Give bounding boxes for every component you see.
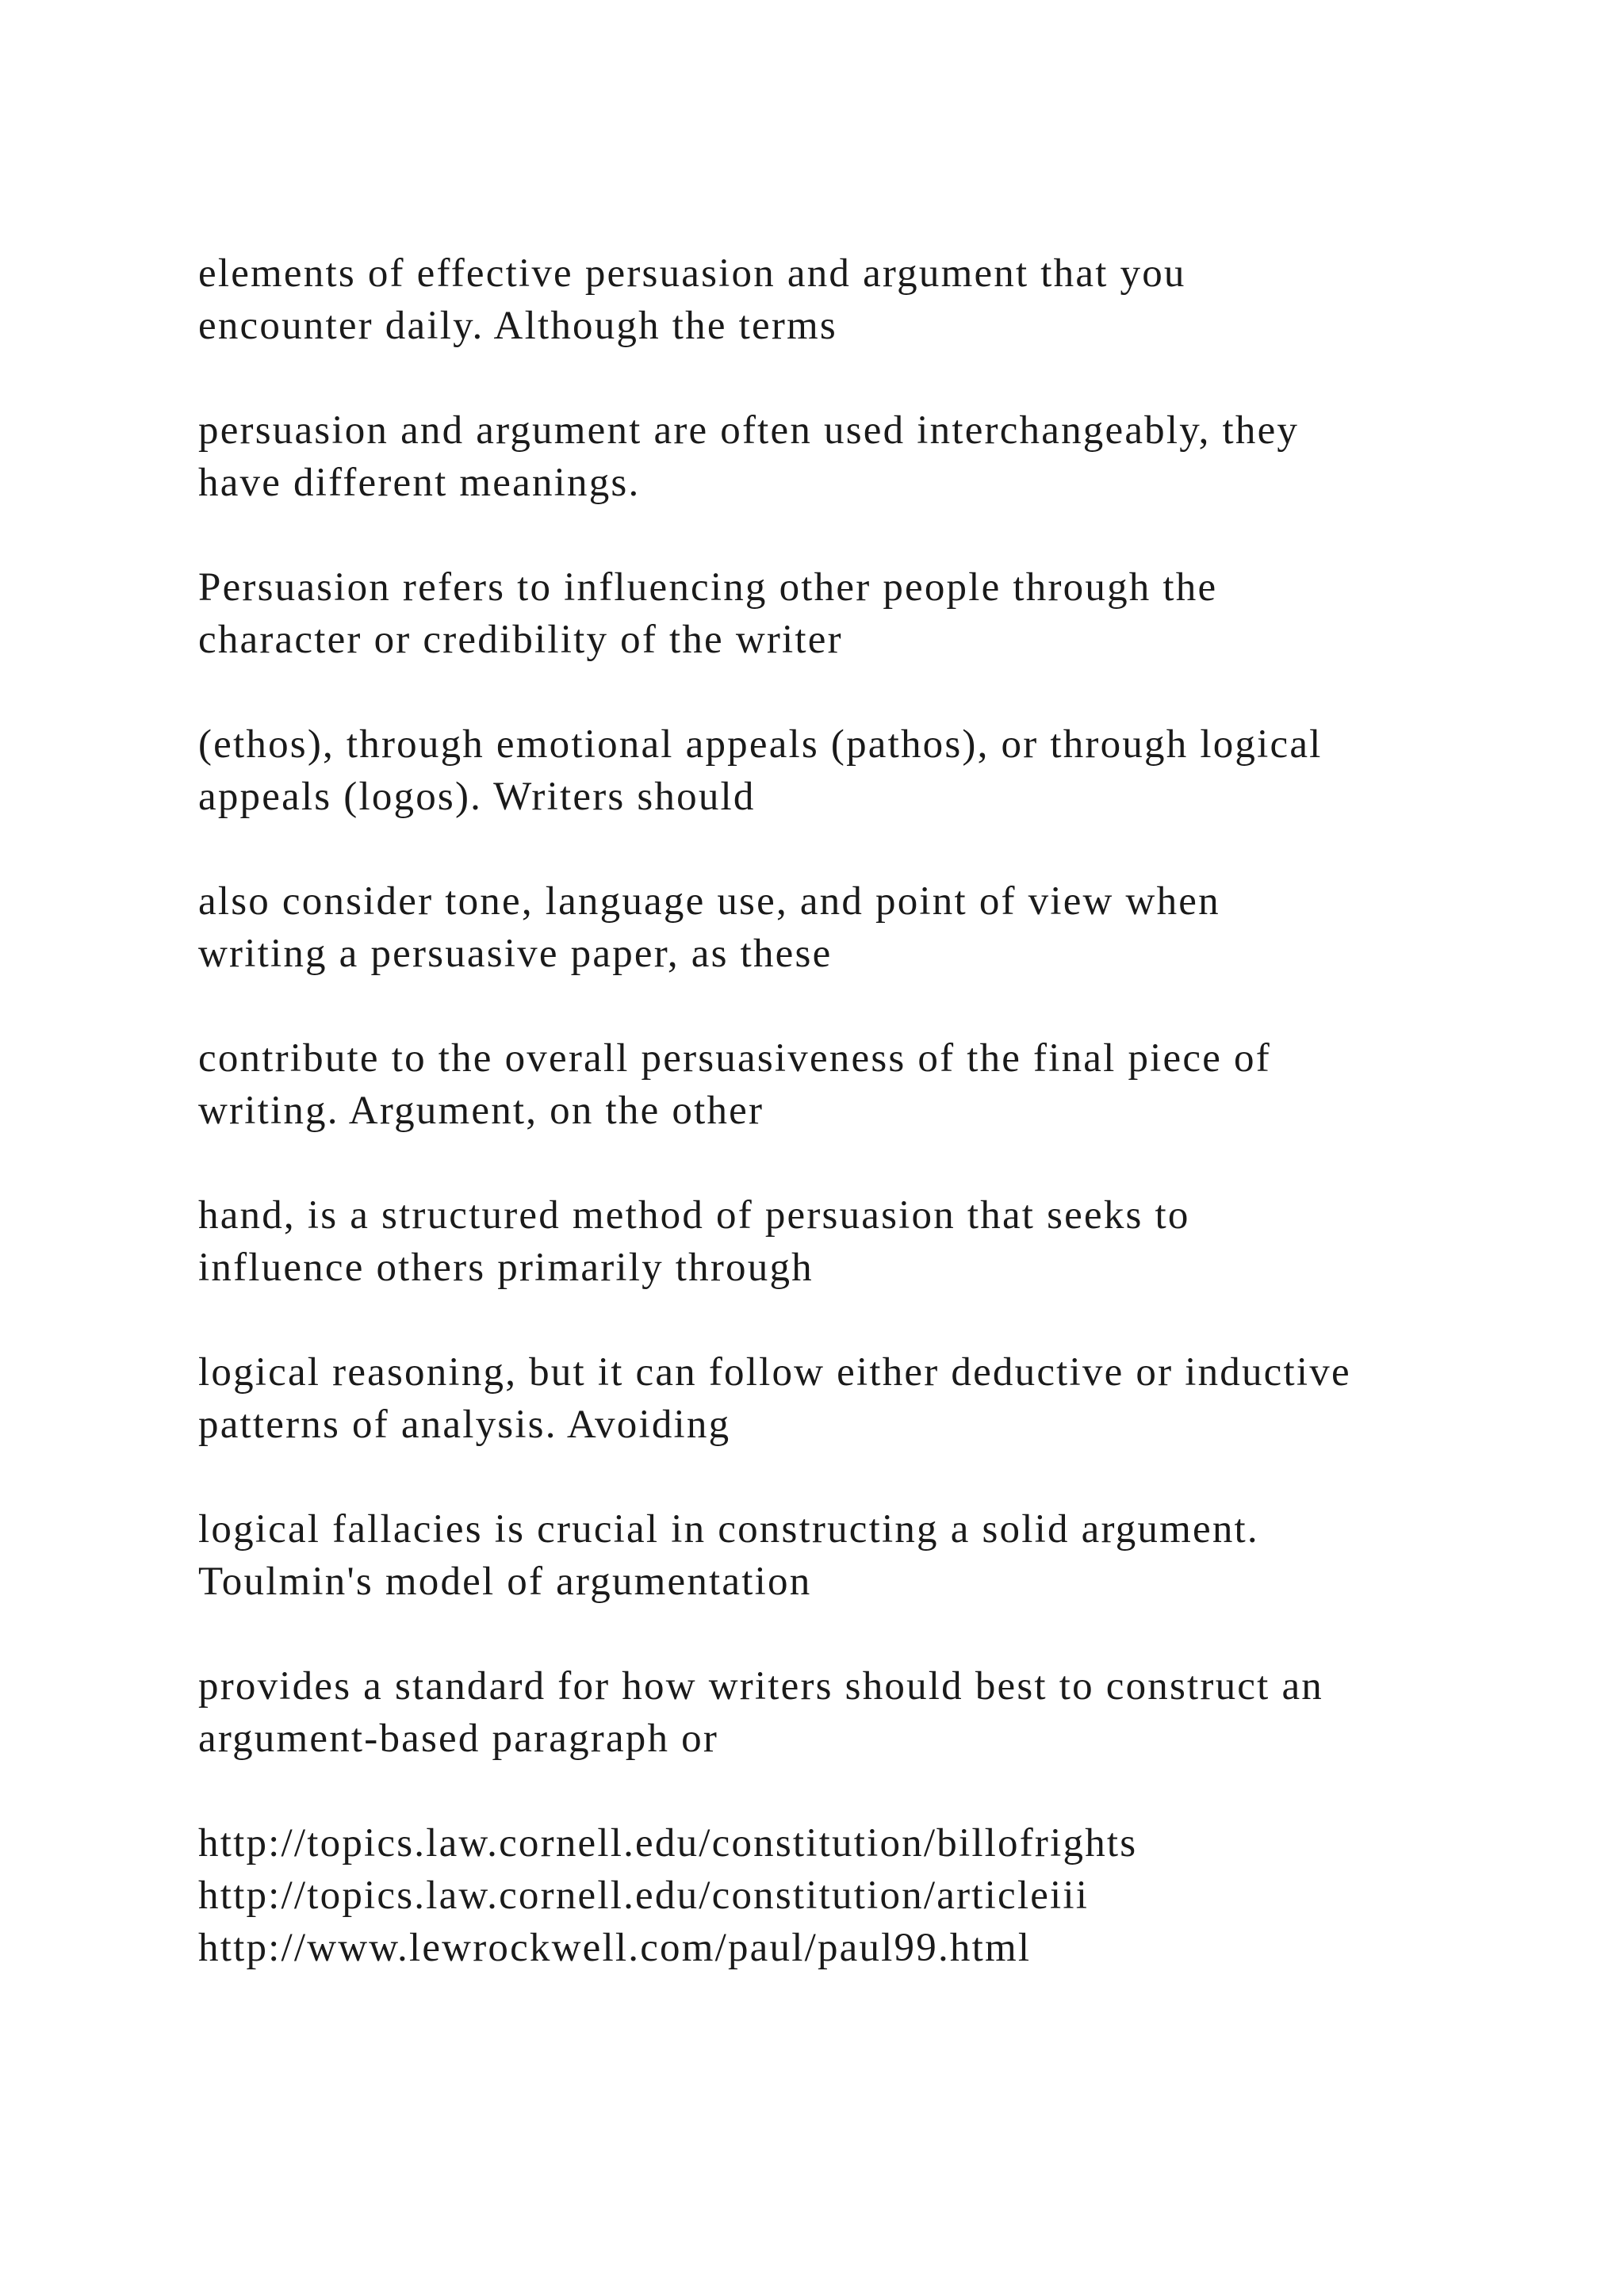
text-line: argument-based paragraph or [198,1716,719,1761]
paragraph [198,1660,1562,1765]
text-line: logical fallacies is crucial in constructing a solid argument. [198,1507,1259,1552]
paragraph [198,718,1562,823]
text-line: elements of effective persuasion and argument that you [198,251,1186,296]
paragraph [198,247,1562,352]
url-list [198,1817,1562,1974]
text-line: have different meanings. [198,461,641,505]
url-text: http://www.lewrockwell.com/paul/paul99.html [198,1926,1032,1970]
paragraph [198,1346,1562,1451]
text-line: Toulmin's model of argumentation [198,1559,812,1604]
text-line: Persuasion refers to influencing other people through the [198,565,1218,610]
text-line: appeals (logos). Writers should [198,775,756,819]
url-text: http://topics.law.cornell.edu/constitution/articleiii [198,1873,1090,1918]
text-line: encounter daily. Although the terms [198,304,837,348]
paragraph [198,561,1562,666]
paragraph [198,875,1562,980]
document-body [198,247,1562,1974]
paragraph [198,1189,1562,1294]
paragraph [198,1503,1562,1608]
text-line: writing. Argument, on the other [198,1089,764,1133]
url-text: http://topics.law.cornell.edu/constitution/billofrights [198,1821,1138,1866]
text-line: also consider tone, language use, and point of view when [198,879,1220,924]
paragraph [198,404,1562,509]
text-line: character or credibility of the writer [198,618,843,662]
text-line: contribute to the overall persuasiveness of the final piece of [198,1036,1271,1081]
text-line: (ethos), through emotional appeals (pathos), or through logical [198,722,1323,767]
text-line: provides a standard for how writers should best to construct an [198,1664,1323,1709]
text-line: influence others primarily through [198,1246,814,1290]
text-line: logical reasoning, but it can follow either deductive or inductive [198,1350,1351,1395]
text-line: writing a persuasive paper, as these [198,932,833,976]
text-line: persuasion and argument are often used interchangeably, they [198,408,1300,453]
paragraph [198,1032,1562,1137]
text-line: patterns of analysis. Avoiding [198,1402,731,1447]
text-line: hand, is a structured method of persuasion that seeks to [198,1193,1190,1238]
